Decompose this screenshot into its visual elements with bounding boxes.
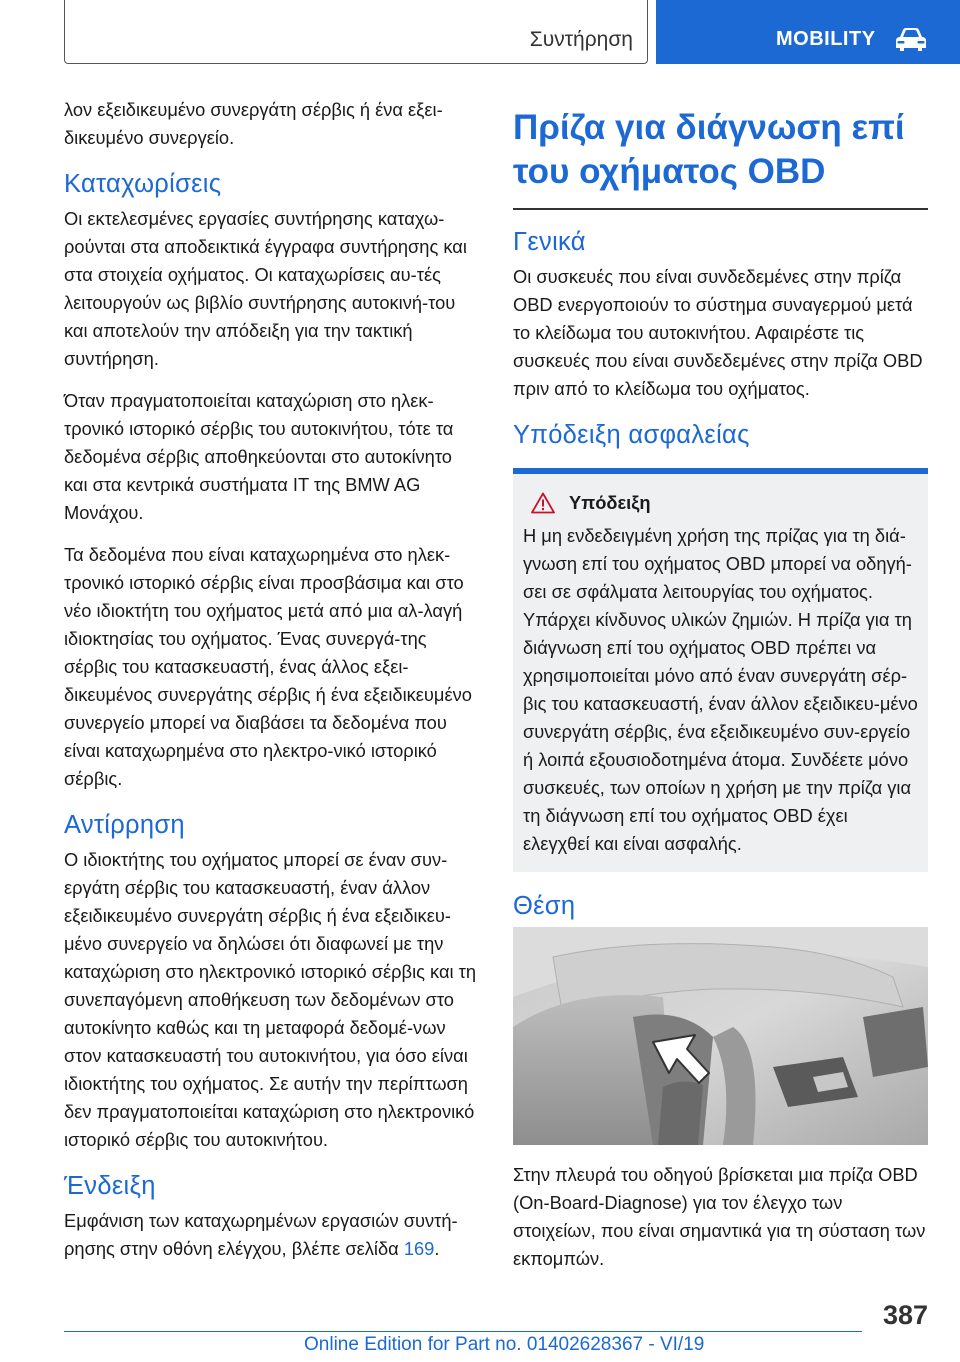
- safety-heading: Υπόδειξη ασφαλείας: [513, 420, 750, 449]
- general-heading: Γενικά: [513, 227, 586, 256]
- safety-notice-box: [513, 468, 928, 872]
- notice-title: Υπόδειξη: [569, 491, 651, 513]
- left-column: [64, 96, 480, 1277]
- entries-paragraph-1: Οι εκτελεσμένες εργασίες συντήρησης καταχω-ρούνται στα αποδεικτικά έγγραφα συντήρησης και στα στοιχεία οχήματος. Οι καταχωρίσεις αυ-τές λειτουργούν ως βιβλίο συντήρησης αυτοκινή-του και αποτελούν την απόδειξη για την τακτική συντήρηση.: [64, 208, 467, 369]
- entries-paragraph-2: Όταν πραγματοποιείται καταχώριση στο ηλεκ-τρονικό ιστορικό σέρβις του αυτοκινήτου, τότε τα δεδομένα σέρβις αποθηκεύονται στο αυτοκίνητο και στα κεντρικά συστήματα IT της BMW AG Μονάχου.: [64, 390, 454, 523]
- section-header-tab: [64, 0, 648, 64]
- display-text: Εμφάνιση των καταχωρημένων εργασιών συντή-ρησης στην οθόνη ελέγχου, βλέπε σελίδα: [64, 1210, 458, 1259]
- position-paragraph: Στην πλευρά του οδηγού βρίσκεται μια πρίζα OBD (On-Board-Diagnose) για τον έλεγχο των στοιχείων, που είναι σημαντικά για τη σύσταση των εκπομπών.: [513, 1163, 926, 1269]
- objection-heading: Αντίρρηση: [64, 811, 185, 839]
- notice-header: [531, 492, 918, 514]
- entries-paragraph-3: Τα δεδομένα που είναι καταχωρημένα στο ηλεκ-τρονικό ιστορικό σέρβις είναι προσβάσιμα και στο νέο ιδιοκτήτη του οχήματος μετά από μια αλ-λαγή ιδιοκτησίας του οχήματος. Ένας συνεργά-της σέρβις του κατασκευαστή, ένας άλλος εξει-δικευμένος συνεργάτης σέρβις ή ένα εξειδικευμένο συνεργείο μπορεί να διαβάσει τα δεδομένα που είναι καταχωρημένα στο ηλεκτρο-νικό ιστορικό σέρβις.: [64, 544, 472, 789]
- display-paragraph: [64, 1207, 480, 1263]
- warning-triangle-icon: [531, 492, 555, 514]
- intro-paragraph: λον εξειδικευμένο συνεργάτη σέρβις ή ένα εξει-δικευμένο συνεργείο.: [64, 99, 443, 148]
- page-number: 387: [882, 1300, 928, 1330]
- display-heading: Ένδειξη: [64, 1172, 156, 1200]
- display-text-end: .: [434, 1238, 440, 1259]
- position-heading: Θέση: [513, 891, 576, 920]
- notice-text: Η μη ενδεδειγμένη χρήση της πρίζας για τη διά-γνωση επί του οχήματος OBD μπορεί να οδηγή-σει σε σφάλματα λειτουργίας του οχήματος. Υπάρχει κίνδυνος υλικών ζημιών. Η πρίζα για τη διάγνωση επί του οχήματος OBD πρέπει να χρησιμοποιείται μόνο από έναν συνεργάτη σέρ-βις του κατασκευαστή, έναν άλλον εξειδικευ-μένο συνεργάτη σέρβις, ένα εξειδικευμένο συν-εργείο ή λοιπά εξουσιοδοτημένα άτομα. Συνδέετε μόνο συσκευές, των οποίων η χρήση με την πρίζα για τη διάγνωση επί του οχήματος OBD έχει ελεγχθεί και είναι ασφαλής.: [523, 524, 918, 854]
- page-reference-link[interactable]: 169: [403, 1238, 435, 1259]
- entries-heading: Καταχωρίσεις: [64, 170, 222, 198]
- section-title: Συντήρηση: [529, 28, 633, 51]
- category-label: MOBILITY: [776, 28, 876, 50]
- edition-footer: Online Edition for Part no. 01402628367 - VI/19: [304, 1334, 705, 1355]
- obd-main-title: Πρίζα για διάγνωση επί του οχήματος OBD: [513, 108, 905, 191]
- footer-divider: [64, 1331, 862, 1332]
- obd-location-photo: [513, 927, 928, 1145]
- category-header-tab: [656, 0, 960, 64]
- objection-paragraph: Ο ιδιοκτήτης του οχήματος μπορεί σε έναν συν-εργάτη σέρβις του κατασκευαστή, έναν άλλον εξειδικευμένο συνεργάτη σέρβις ή ένα εξειδικευ-μένο συνεργείο να δηλώσει ότι διαφωνεί με την καταχώριση στο ηλεκτρονικό ιστορικό σέρβις και τη συνεπαγόμενη αποθήκευση των δεδομένων στο αυτοκίνητο καθώς και τη μεταφορά δεδομέ-νων στον κατασκευαστή του αυτοκινήτου, για όσο είναι ιδιοκτήτης του οχήματος. Σε αυτήν την περίπτωση δεν πραγματοποιείται καταχώριση στο ηλεκτρονικό ιστορικό σέρβις του αυτοκινήτου.: [64, 849, 477, 1150]
- title-divider: [513, 208, 928, 210]
- car-icon: [894, 27, 928, 53]
- general-paragraph: Οι συσκευές που είναι συνδεδεμένες στην πρίζα OBD ενεργοποιούν το σύστημα συναγερμού μετά το κλείδωμα του αυτοκινήτου. Αφαιρέστε τις συσκευές που είναι συνδεδεμένες στην πρίζα OBD πριν από το κλείδωμα του οχήματος.: [513, 265, 923, 399]
- right-column: [513, 96, 928, 1287]
